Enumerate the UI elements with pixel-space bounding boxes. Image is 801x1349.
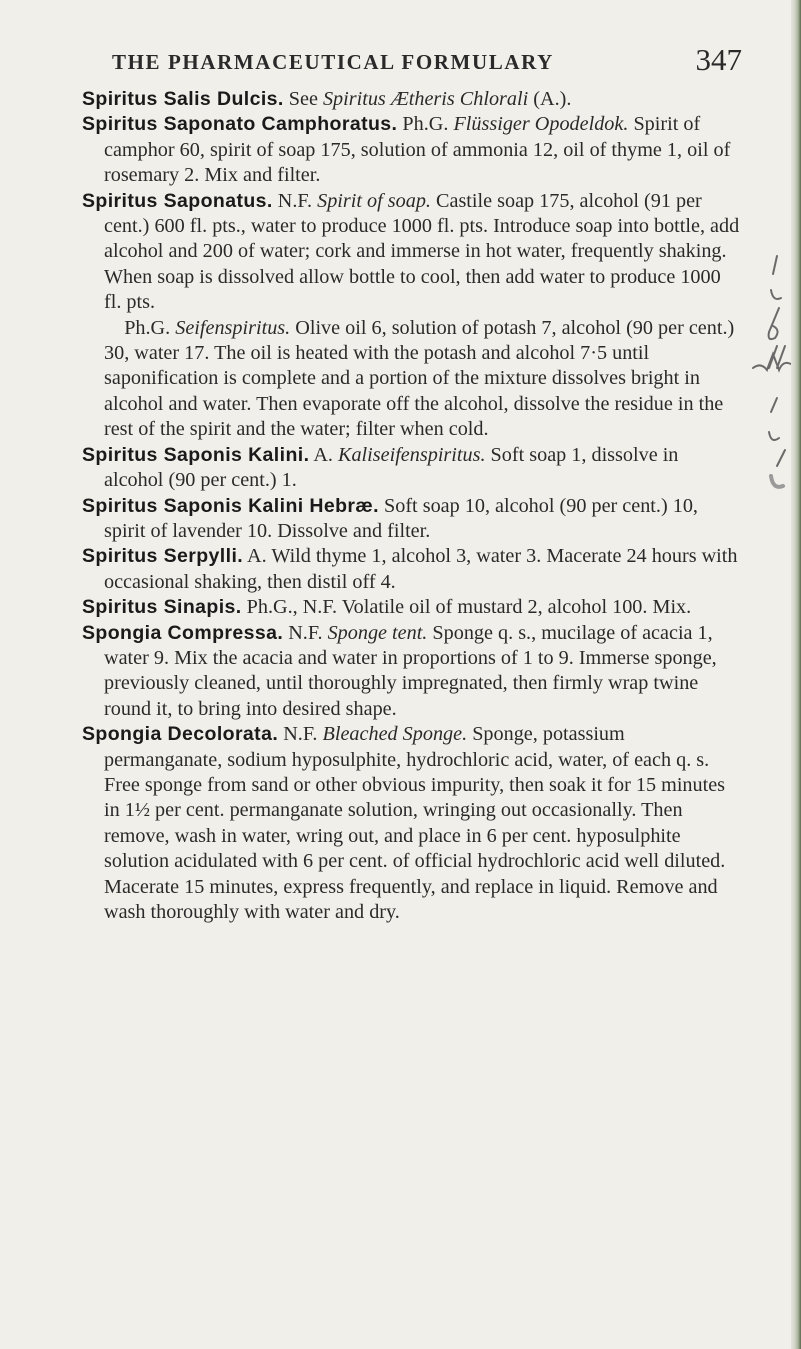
entry	[82, 722, 742, 925]
entry-text: Ph.G., N.F. Volatile oil of mustard 2, alcohol 100. Mix.	[241, 596, 692, 619]
entry-heading: Spiritus Saponatus.	[82, 189, 273, 212]
entry-heading: Spiritus Serpylli.	[82, 545, 244, 568]
entry-text: N.F.	[283, 621, 328, 644]
entry-text: A. Wild thyme 1, alcohol 3, water 3. Macerate 24 hours with occasional shaking, then distil off 4.	[104, 545, 738, 593]
page-number: 347	[695, 42, 742, 77]
entry-text: N.F.	[272, 189, 318, 212]
handwritten-margin-marks	[733, 250, 793, 510]
entry-italic: Spirit of soap.	[317, 189, 431, 212]
entry-italic: Flüssiger Opodeldok.	[453, 113, 629, 136]
entry-heading: Spongia Decolorata.	[82, 723, 279, 746]
entry-italic: Seifenspiritus.	[175, 316, 291, 339]
entry	[82, 595, 742, 620]
page-edge	[791, 0, 801, 1349]
entry-italic: Bleached Sponge.	[322, 723, 468, 746]
entry-text: Soft soap 1, dissolve in alcohol (90 per cent.) 1.	[104, 443, 679, 492]
entry	[82, 189, 742, 316]
entry-text: Soft soap 10, alcohol (90 per cent.) 10, spirit of lavender 10. Dissolve and filter.	[104, 494, 698, 542]
entry-heading: Spiritus Saponato Camphoratus.	[82, 113, 398, 136]
entry-italic: Kaliseifenspiritus.	[338, 443, 486, 466]
entry-heading: Spiritus Salis Dulcis.	[82, 88, 284, 110]
entry-text: See	[283, 88, 323, 110]
entry-heading: Spiritus Saponis Kalini.	[82, 443, 310, 466]
entry	[82, 494, 742, 545]
entry	[82, 443, 742, 494]
entry-text: Ph.G.	[124, 316, 176, 339]
entry-text: Olive oil 6, solution of potash 7, alcohol (90 per cent.) 30, water 17. The oil is heated with the potash and alcohol 7·5 until saponification is complete and a portion of the mixture dissolves bright in alcohol and water. Then evaporate off the alcohol, dissolve the residue in the rest of the spirit and the water; filter when cold.	[104, 316, 735, 441]
page-header	[112, 42, 742, 82]
entry	[82, 621, 742, 723]
entry-italic: Spiritus Ætheris Chlorali	[322, 88, 529, 110]
formulary-entries	[82, 87, 742, 925]
running-title: THE PHARMACEUTICAL FORMULARY	[112, 50, 554, 74]
entry	[82, 87, 742, 112]
entry-text: Spirit of camphor 60, spirit of soap 175, solution of ammonia 12, oil of thyme 1, oil of rosemary 2. Mix and filter.	[104, 113, 731, 187]
entry-text: (A.).	[528, 88, 572, 110]
entry-text: Sponge, potassium permanganate, sodium hyposulphite, hydrochloric acid, water, of each q. s. Free sponge from sand or other obvious impurity, then soak it for 15 minutes in 1½ per cent. permanganate solution, wringing out occasionally. Then remove, wash in water, wring out, and place in 6 per cent. hyposulphite solution acidulated with 6 per cent. of official hydrochloric acid well diluted. Macerate 15 minutes, express frequently, and replace in liquid. Remove and wash thoroughly with water and dry.	[104, 723, 726, 923]
entry-heading: Spongia Compressa.	[82, 621, 284, 644]
entry-text: N.F.	[278, 723, 323, 746]
entry-subparagraph	[82, 316, 742, 443]
entry-text: Sponge q. s., mucilage of acacia 1, water 9. Mix the acacia and water in proportions of 1 to 9. Immerse sponge, previously cleaned, until thoroughly impregnated, then firmly wrap twine round it, to bring into desired shape.	[104, 621, 717, 720]
entry-text: Castile soap 175, alcohol (91 per cent.) 600 fl. pts., water to produce 1000 fl. pts. Introduce soap into bottle, add alcohol and 200 of water; cork and immerse in hot water, frequently shaking. When soap is dissolved allow bottle to cool, then add water to produce 1000 fl. pts.	[104, 189, 740, 314]
entry	[82, 544, 742, 595]
entry-heading: Spiritus Sinapis.	[82, 596, 242, 619]
entry-heading: Spiritus Saponis Kalini Hebræ.	[82, 494, 379, 517]
entry	[82, 112, 742, 188]
entry-text: A.	[309, 443, 338, 466]
entry-italic: Sponge tent.	[327, 621, 428, 644]
entry-text: Ph.G.	[397, 113, 454, 136]
